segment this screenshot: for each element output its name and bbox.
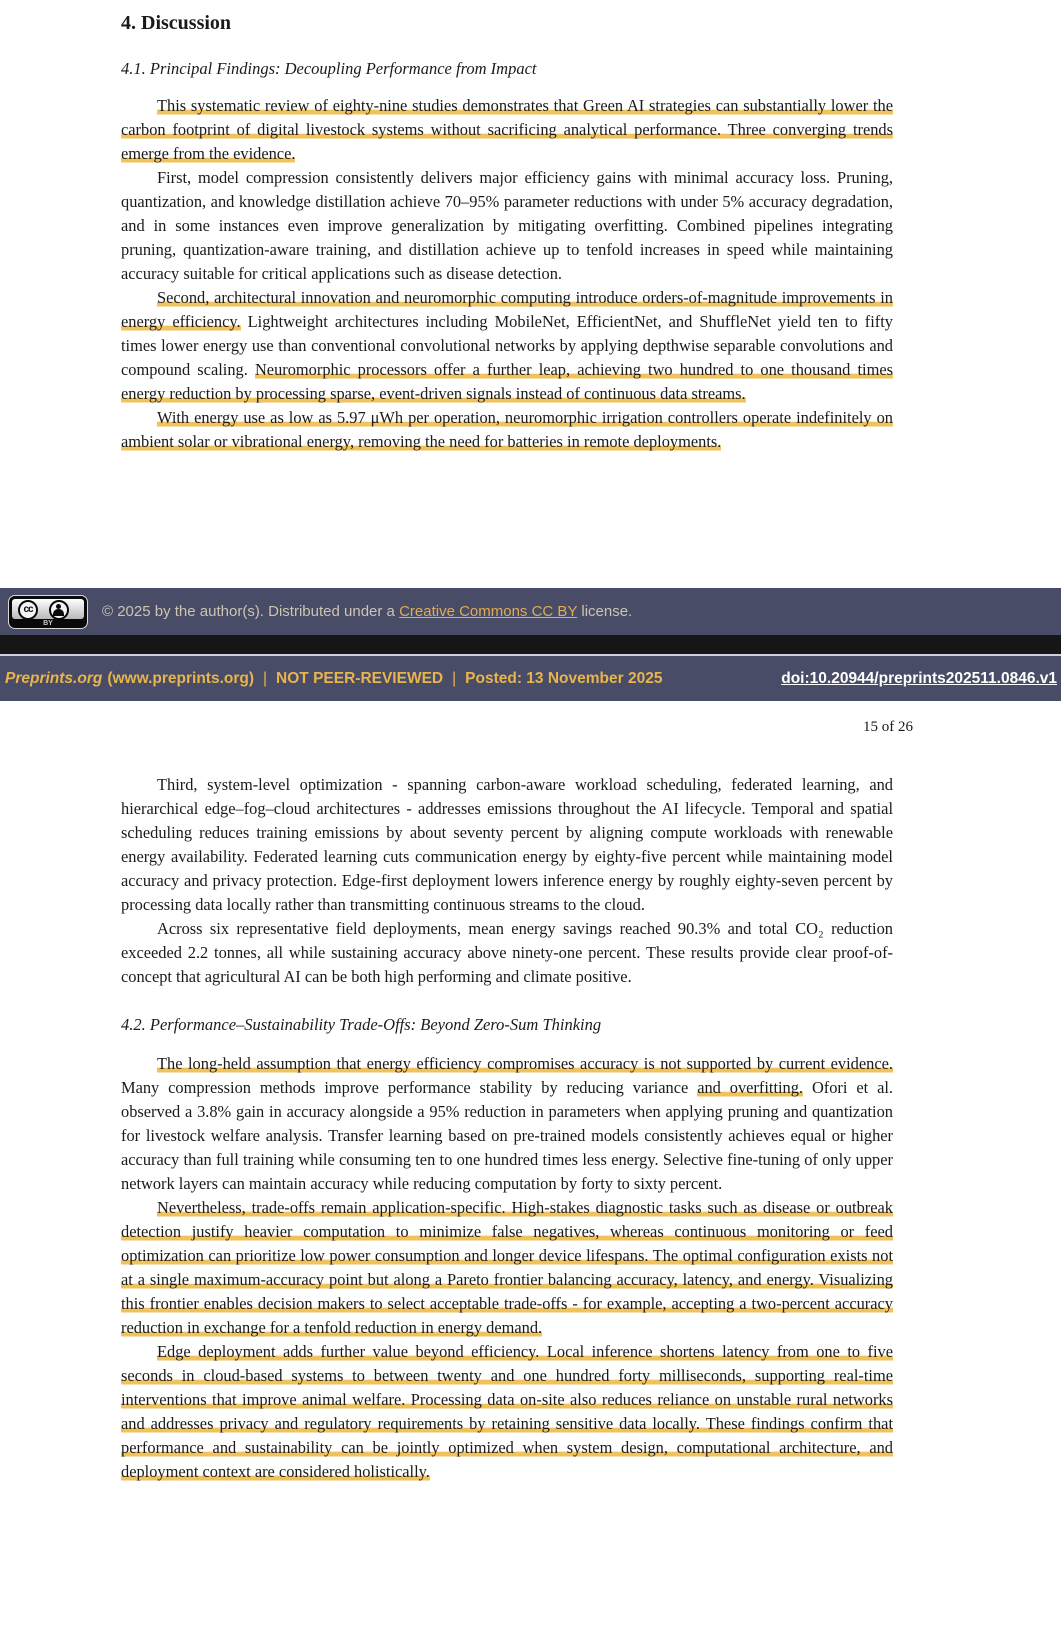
paragraph bbox=[121, 1052, 893, 1196]
paragraph bbox=[121, 94, 893, 166]
paragraph bbox=[121, 406, 893, 454]
body-text: Lightweight architectures including MobileNet, EfficientNet, and ShuffleNet yield ten to fifty times lower energy use than conventional convolutional networks by applying depthwise separable convolutions and compound scaling. bbox=[121, 312, 893, 379]
highlighted-text: With energy use as low as 5.97 μWh per operation, neuromorphic irrigation controllers operate indefinitely on ambient solar or vibrational energy, removing the need for batteries in remote deployments. bbox=[121, 408, 893, 451]
page-number: 15 of 26 bbox=[863, 719, 913, 735]
preprints-site-url: (www.preprints.org) bbox=[107, 669, 255, 687]
body-text: First, model compression consistently delivers major efficiency gains with minimal accuracy loss. Pruning, quantization, and knowledge distillation achieve 70–95% parameter reductions with under 5% accuracy degradation, and in some instances even improve generalization by mitigating overfitting. Combined pipelines integrating pruning, quantization-aware training, and distillation achieve up to tenfold increases in speed while maintaining accuracy suitable for critical applications such as disease detection. bbox=[121, 168, 893, 283]
highlighted-text: and overfitting. bbox=[697, 1078, 804, 1097]
paragraph bbox=[121, 917, 893, 989]
paragraph bbox=[121, 286, 893, 406]
cc-by-link[interactable]: Creative Commons CC BY bbox=[399, 603, 578, 620]
paragraph-block-bottom bbox=[121, 1052, 893, 1484]
cc-logo-icon bbox=[18, 600, 38, 620]
highlighted-text: Neuromorphic processors offer a further leap, achieving two hundred to one thousand times energy reduction by processing sparse, event-driven signals instead of continuous data streams. bbox=[121, 360, 893, 403]
cc-logo-label: cc bbox=[23, 603, 33, 615]
separator: | bbox=[452, 669, 457, 687]
body-text: Across six representative field deployments, mean energy savings reached 90.3% and total CO₂ reduction exceeded 2.2 tonnes, all while sustaining accuracy above ninety-one percent. These results provide clear proof-of-concept that agricultural AI can be both high performing and climate positive. bbox=[121, 919, 893, 986]
paragraph bbox=[121, 773, 893, 917]
preprints-site-name: Preprints.org bbox=[5, 669, 103, 687]
doi-link[interactable]: doi:10.20944/preprints202511.0846.v1 bbox=[781, 669, 1057, 687]
page-divider bbox=[0, 635, 1061, 654]
highlighted-text: Edge deployment adds further value beyond efficiency. Local inference shortens latency from one to five seconds in cloud-based systems to between twenty and one hundred forty milliseconds, supporting real-time interventions that improve animal welfare. Processing data on-site also reduces reliance on unstable rural networks and addresses privacy and regulatory requirements by retaining sensitive data locally. These findings confirm that performance and sustainability can be jointly optimized when system design, computational architecture, and deployment context are considered holistically. bbox=[121, 1342, 893, 1481]
cc-by-badge-icon bbox=[8, 595, 88, 629]
preprints-banner-left bbox=[5, 670, 662, 688]
paragraph-block-mid bbox=[121, 773, 893, 989]
license-text-suffix: license. bbox=[577, 603, 633, 620]
subsection-heading-4-2: 4.2. Performance–Sustainability Trade-Offs: Beyond Zero-Sum Thinking bbox=[121, 1015, 602, 1034]
paragraph bbox=[121, 1340, 893, 1484]
body-text: Third, system-level optimization - spanning carbon-aware workload scheduling, federated learning, and hierarchical edge–fog–cloud architectures - addresses emissions throughout the AI lifecycle. Temporal and spatial scheduling reduces training emissions by about seventy percent by aligning compute workloads with renewable energy availability. Federated learning cuts communication energy by eighty-five percent while maintaining model accuracy and privacy protection. Edge-first deployment lowers inference energy by roughly eighty-seven percent by processing data locally rather than transmitting continuous streams to the cloud. bbox=[121, 775, 893, 914]
page-top-content bbox=[0, 0, 1061, 588]
cc-by-label: BY bbox=[43, 619, 53, 627]
peer-review-status: NOT PEER-REVIEWED bbox=[276, 669, 444, 687]
license-text bbox=[102, 603, 632, 620]
paragraph bbox=[121, 1196, 893, 1340]
section-heading: 4. Discussion bbox=[121, 12, 232, 34]
person-icon bbox=[49, 600, 69, 620]
paragraph bbox=[121, 166, 893, 286]
separator: | bbox=[263, 669, 268, 687]
body-text: Ofori et al. observed a 3.8% gain in accuracy alongside a 95% reduction in parameters when applying pruning and quantization for livestock welfare analysis. Transfer learning based on pre-trained models consistently achieves equal or higher accuracy than full training while consuming ten to one hundred times less energy. Selective fine-tuning of only upper network layers can maintain accuracy while reducing computation by forty to sixty percent. bbox=[121, 1078, 893, 1193]
highlighted-text: Second, architectural innovation and neuromorphic computing introduce orders-of-magnitude improvements in energy efficiency. bbox=[121, 288, 893, 331]
page-bottom-content bbox=[0, 701, 1061, 1641]
preprints-banner bbox=[0, 654, 1061, 701]
license-banner bbox=[0, 588, 1061, 635]
highlighted-text: The long-held assumption that energy efficiency compromises accuracy is not supported by current evidence. bbox=[157, 1054, 893, 1073]
highlighted-text: Nevertheless, trade-offs remain application-specific. High-stakes diagnostic tasks such as disease or outbreak detection justify heavier computation to minimize false negatives, whereas continuous monitoring or feed optimization can prioritize low power consumption and longer device lifespans. The optimal configuration exists not at a single maximum-accuracy point but along a Pareto frontier balancing accuracy, latency, and energy. Visualizing this frontier enables decision makers to select acceptable trade-offs - for example, accepting a two-percent accuracy reduction in exchange for a tenfold reduction in energy demand. bbox=[121, 1198, 893, 1337]
paragraph-block-top bbox=[121, 94, 893, 454]
body-text: Many compression methods improve performance stability by reducing variance bbox=[121, 1078, 698, 1097]
highlighted-text: This systematic review of eighty-nine studies demonstrates that Green AI strategies can substantially lower the carbon footprint of digital livestock systems without sacrificing analytical performance. Three converging trends emerge from the evidence. bbox=[121, 96, 893, 163]
license-text-prefix: © 2025 by the author(s). Distributed under a bbox=[102, 603, 400, 620]
posted-date: Posted: 13 November 2025 bbox=[465, 669, 663, 687]
subsection-heading-4-1: 4.1. Principal Findings: Decoupling Performance from Impact bbox=[121, 59, 537, 78]
